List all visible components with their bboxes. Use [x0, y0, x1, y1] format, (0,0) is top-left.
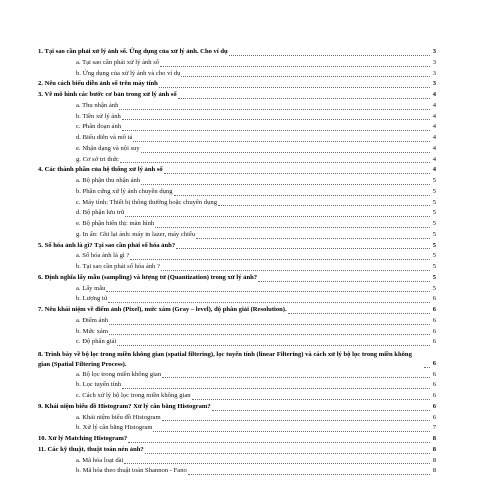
toc-dot-leader: [145, 452, 430, 454]
toc-entry-sub[interactable]: [38, 456, 436, 467]
toc-entry-label: 11. Các kỹ thuật, thuật toán nén ảnh?: [38, 445, 144, 453]
toc-entry-main[interactable]: [38, 402, 436, 413]
toc-entry-sub[interactable]: [38, 176, 436, 187]
toc-entry-sub[interactable]: [38, 133, 436, 144]
toc-dot-leader: [218, 204, 430, 206]
toc-dot-leader: [141, 183, 430, 185]
toc-page-number: 7: [432, 424, 436, 432]
toc-entry-sub[interactable]: [38, 69, 436, 80]
toc-dot-leader: [178, 97, 430, 99]
toc-entry-label: a. Tại sao cần phải xử lý ảnh số: [76, 58, 160, 66]
toc-dot-leader: [162, 419, 430, 421]
toc-entry-label: b. Lượng tử: [76, 295, 108, 303]
toc-dot-leader: [122, 387, 430, 389]
toc-page-number: 4: [432, 91, 436, 98]
toc-page-number: 4: [432, 101, 436, 109]
toc-entry-label: 6. Định nghĩa lấy mẫu (sampling) và lượng tử (Quantization) trong xử lý ảnh?: [38, 273, 258, 281]
toc-entry-sub[interactable]: [38, 284, 436, 295]
toc-dot-leader: [155, 226, 430, 228]
toc-page-number: 3: [432, 58, 436, 66]
toc-page-number: 5: [432, 220, 436, 227]
toc-entry-sub[interactable]: [38, 466, 436, 477]
toc-entry-sub[interactable]: [38, 187, 436, 198]
toc-page-number: 8: [432, 456, 436, 464]
toc-page-number: 5: [432, 263, 436, 270]
toc-page-number: 3: [432, 69, 436, 77]
table-of-contents: [38, 47, 436, 477]
toc-entry-label: c. Độ phân giải: [76, 338, 117, 346]
toc-entry-label: a. Điểm ảnh: [76, 316, 109, 324]
toc-page-number: 3: [432, 80, 436, 88]
toc-entry-label: b. Lọc tuyến tính: [76, 381, 122, 389]
toc-entry-label: b. Mức xám: [76, 327, 108, 335]
toc-entry-label: a. Lấy mẫu: [76, 284, 106, 292]
toc-page-number: 4: [432, 155, 436, 163]
toc-page-number: 4: [432, 134, 436, 141]
toc-entry-sub[interactable]: [38, 58, 436, 69]
toc-entry-sub[interactable]: [38, 230, 436, 241]
toc-dot-leader: [153, 430, 430, 432]
toc-dot-leader: [109, 333, 430, 335]
toc-entry-label: 5. Số hóa ảnh là gì? Tại sao cần phải số hóa ảnh?: [38, 241, 176, 249]
toc-dot-leader: [258, 280, 430, 282]
toc-entry-main[interactable]: [38, 79, 436, 90]
toc-entry-sub[interactable]: [38, 101, 436, 112]
toc-page-number: 3: [432, 48, 436, 55]
toc-page-number: 5: [432, 273, 436, 281]
toc-entry-label: c. Phân đoạn ảnh: [76, 123, 122, 131]
toc-entry-sub[interactable]: [38, 198, 436, 209]
toc-entry-label: b. Ứng dụng của xử lý ảnh và cho ví dụ: [76, 69, 181, 77]
toc-dot-leader: [188, 473, 430, 475]
toc-entry-sub[interactable]: [38, 112, 436, 123]
toc-entry-label: c. Cách xử lý bộ lọc trong miền không gian: [76, 392, 191, 399]
toc-page-number: 8: [432, 445, 436, 453]
toc-entry-label: d. Biểu diễn và mô tả: [76, 134, 133, 141]
toc-entry-sub[interactable]: [38, 327, 436, 338]
toc-page-number: 6: [432, 359, 436, 367]
toc-entry-sub[interactable]: [38, 391, 436, 402]
toc-dot-leader: [192, 398, 430, 400]
toc-page-number: 5: [432, 241, 436, 249]
toc-page-number: 5: [432, 198, 436, 206]
toc-entry-label: e. Bộ phận hiển thị: màn hình: [76, 220, 155, 227]
toc-page-number: 5: [432, 284, 436, 292]
toc-entry-label: 10. Xử lý Matching Histogram?: [38, 435, 128, 442]
toc-entry-sub[interactable]: [38, 294, 436, 305]
toc-dot-leader: [106, 290, 430, 292]
toc-page-number: 6: [432, 413, 436, 421]
toc-page-number: 5: [432, 177, 436, 184]
toc-page-number: 6: [432, 381, 436, 389]
toc-entry-sub[interactable]: [38, 262, 436, 273]
toc-entry-sub[interactable]: [38, 144, 436, 155]
toc-page-number: 8: [432, 435, 436, 442]
toc-entry-label: b. Tại sao cần phải số hóa ảnh ?: [76, 263, 160, 270]
toc-entry-label: e. Nhận dạng và nội suy: [76, 144, 140, 152]
toc-dot-leader: [130, 258, 430, 260]
toc-entry-label: b. Mã hóa theo thuật toán Shannon - Fano: [76, 467, 187, 475]
toc-entry-main[interactable]: [38, 434, 436, 445]
toc-dot-leader: [119, 108, 430, 110]
toc-page-number: 5: [432, 187, 436, 195]
toc-dot-leader: [160, 65, 430, 67]
toc-page-number: 4: [432, 112, 436, 120]
toc-entry-label: b. Tiền xử lý ảnh: [76, 112, 121, 120]
toc-dot-leader: [125, 215, 430, 217]
toc-entry-label: 4. Các thành phần của hệ thống xử lý ảnh số: [38, 166, 163, 174]
toc-dot-leader: [141, 151, 430, 153]
toc-entry-sub[interactable]: [38, 337, 436, 348]
toc-page-number: 6: [432, 392, 436, 399]
toc-entry-label: b. Xử lý cân bằng Histogram: [76, 424, 153, 432]
toc-entry-main[interactable]: [38, 90, 436, 101]
toc-dot-leader: [174, 194, 430, 196]
toc-dot-leader: [124, 462, 430, 464]
toc-entry-sub[interactable]: [38, 370, 436, 381]
toc-dot-leader: [122, 118, 430, 120]
toc-dot-leader: [288, 312, 430, 314]
toc-dot-leader: [196, 237, 430, 239]
toc-dot-leader: [164, 172, 430, 174]
toc-entry-label: a. Bộ lọc trong miền không gian: [76, 370, 162, 378]
toc-entry-label: c. Máy tính: Thiết bị thông thường hoặc chuyên dụng: [76, 198, 217, 206]
toc-page-number: 8: [432, 467, 436, 475]
toc-entry-main[interactable]: [38, 241, 436, 252]
toc-entry-main[interactable]: [38, 305, 436, 316]
toc-dot-leader: [109, 323, 430, 325]
toc-entry-label: a. Bộ phận thu nhận ảnh: [76, 177, 141, 184]
toc-dot-leader: [133, 140, 430, 142]
toc-entry-label: a. Số hóa ảnh là gì ?: [76, 252, 130, 260]
toc-entry-sub[interactable]: [38, 122, 436, 133]
toc-entry-label: 1. Tại sao cần phải xử lý ảnh số. Ứng dụng của xử lý ảnh. Cho ví dụ: [38, 48, 228, 55]
toc-page-number: 4: [432, 144, 436, 152]
toc-dot-leader: [181, 75, 430, 77]
toc-entry-sub[interactable]: [38, 316, 436, 327]
toc-page-number: 5: [432, 252, 436, 260]
toc-entry-label: b. Phần cứng xử lý ảnh chuyên dụng: [76, 187, 173, 195]
toc-entry-label: 7. Nêu khái niệm về điểm ảnh (Pixel), mức xám (Gray – level), độ phân giải (Resolution).: [38, 306, 287, 313]
toc-entry-sub[interactable]: [38, 219, 436, 230]
toc-page-number: 4: [432, 166, 436, 174]
toc-page-number: 5: [432, 230, 436, 238]
toc-entry-main[interactable]: [38, 348, 436, 370]
toc-dot-leader: [229, 54, 430, 56]
toc-entry-label: g. In ấn: Ghi lại ảnh: máy in lazer, máy chiếu: [76, 230, 196, 238]
toc-page-number: 4: [432, 123, 436, 131]
toc-entry-sub[interactable]: [38, 380, 436, 391]
toc-page-number: 5: [432, 209, 436, 217]
toc-entry-main[interactable]: [38, 47, 436, 58]
toc-entry-sub[interactable]: [38, 413, 436, 424]
toc-dot-leader: [176, 247, 430, 249]
toc-dot-leader: [108, 301, 430, 303]
toc-entry-label: 3. Vẽ mô hình các bước cơ bản trong xử lý ảnh số: [38, 91, 177, 98]
toc-dot-leader: [159, 86, 430, 88]
toc-entry-label: 9. Khái niệm biểu đồ Histogram? Xử lý cân bằng Histogram?: [38, 402, 211, 410]
toc-page-number: 6: [432, 338, 436, 346]
toc-dot-leader: [162, 376, 430, 378]
toc-dot-leader: [424, 366, 430, 368]
toc-dot-leader: [212, 409, 430, 411]
toc-entry-main[interactable]: [38, 165, 436, 176]
toc-dot-leader: [122, 129, 430, 131]
toc-dot-leader: [117, 344, 430, 346]
toc-dot-leader: [161, 269, 430, 271]
toc-entry-sub[interactable]: [38, 208, 436, 219]
toc-page-number: 6: [432, 316, 436, 324]
toc-entry-label: g. Cơ sở tri thức: [76, 155, 119, 163]
toc-page-number: 6: [432, 402, 436, 410]
toc-entry-main[interactable]: [38, 273, 436, 284]
toc-entry-main[interactable]: [38, 445, 436, 456]
toc-entry-label: a. Mã hóa loạt dài: [76, 456, 124, 464]
toc-page-number: 6: [432, 306, 436, 313]
toc-entry-label: a. Khái niệm biểu đồ Histogram: [76, 413, 161, 421]
toc-entry-label: d. Bộ phận lưu trữ: [76, 209, 125, 217]
toc-entry-sub[interactable]: [38, 251, 436, 262]
toc-entry-label: 2. Nêu cách biểu diễn ảnh số trên máy tính: [38, 80, 158, 88]
toc-page-number: 6: [432, 370, 436, 378]
toc-page-number: 6: [432, 327, 436, 335]
toc-dot-leader: [120, 161, 430, 163]
toc-entry-label: 8. Trình bày về bộ lọc trong miền không gian (spatial filtering), lọc tuyến tính (linear Filtering) và cách xử lý bộ lọc trong miền không gian (Spatial Filtering Process).: [38, 351, 412, 368]
toc-page-number: 6: [432, 295, 436, 303]
toc-entry-sub[interactable]: [38, 155, 436, 166]
toc-entry-sub[interactable]: [38, 423, 436, 434]
toc-entry-label: a. Thu nhận ảnh: [76, 101, 119, 109]
toc-dot-leader: [128, 441, 430, 443]
